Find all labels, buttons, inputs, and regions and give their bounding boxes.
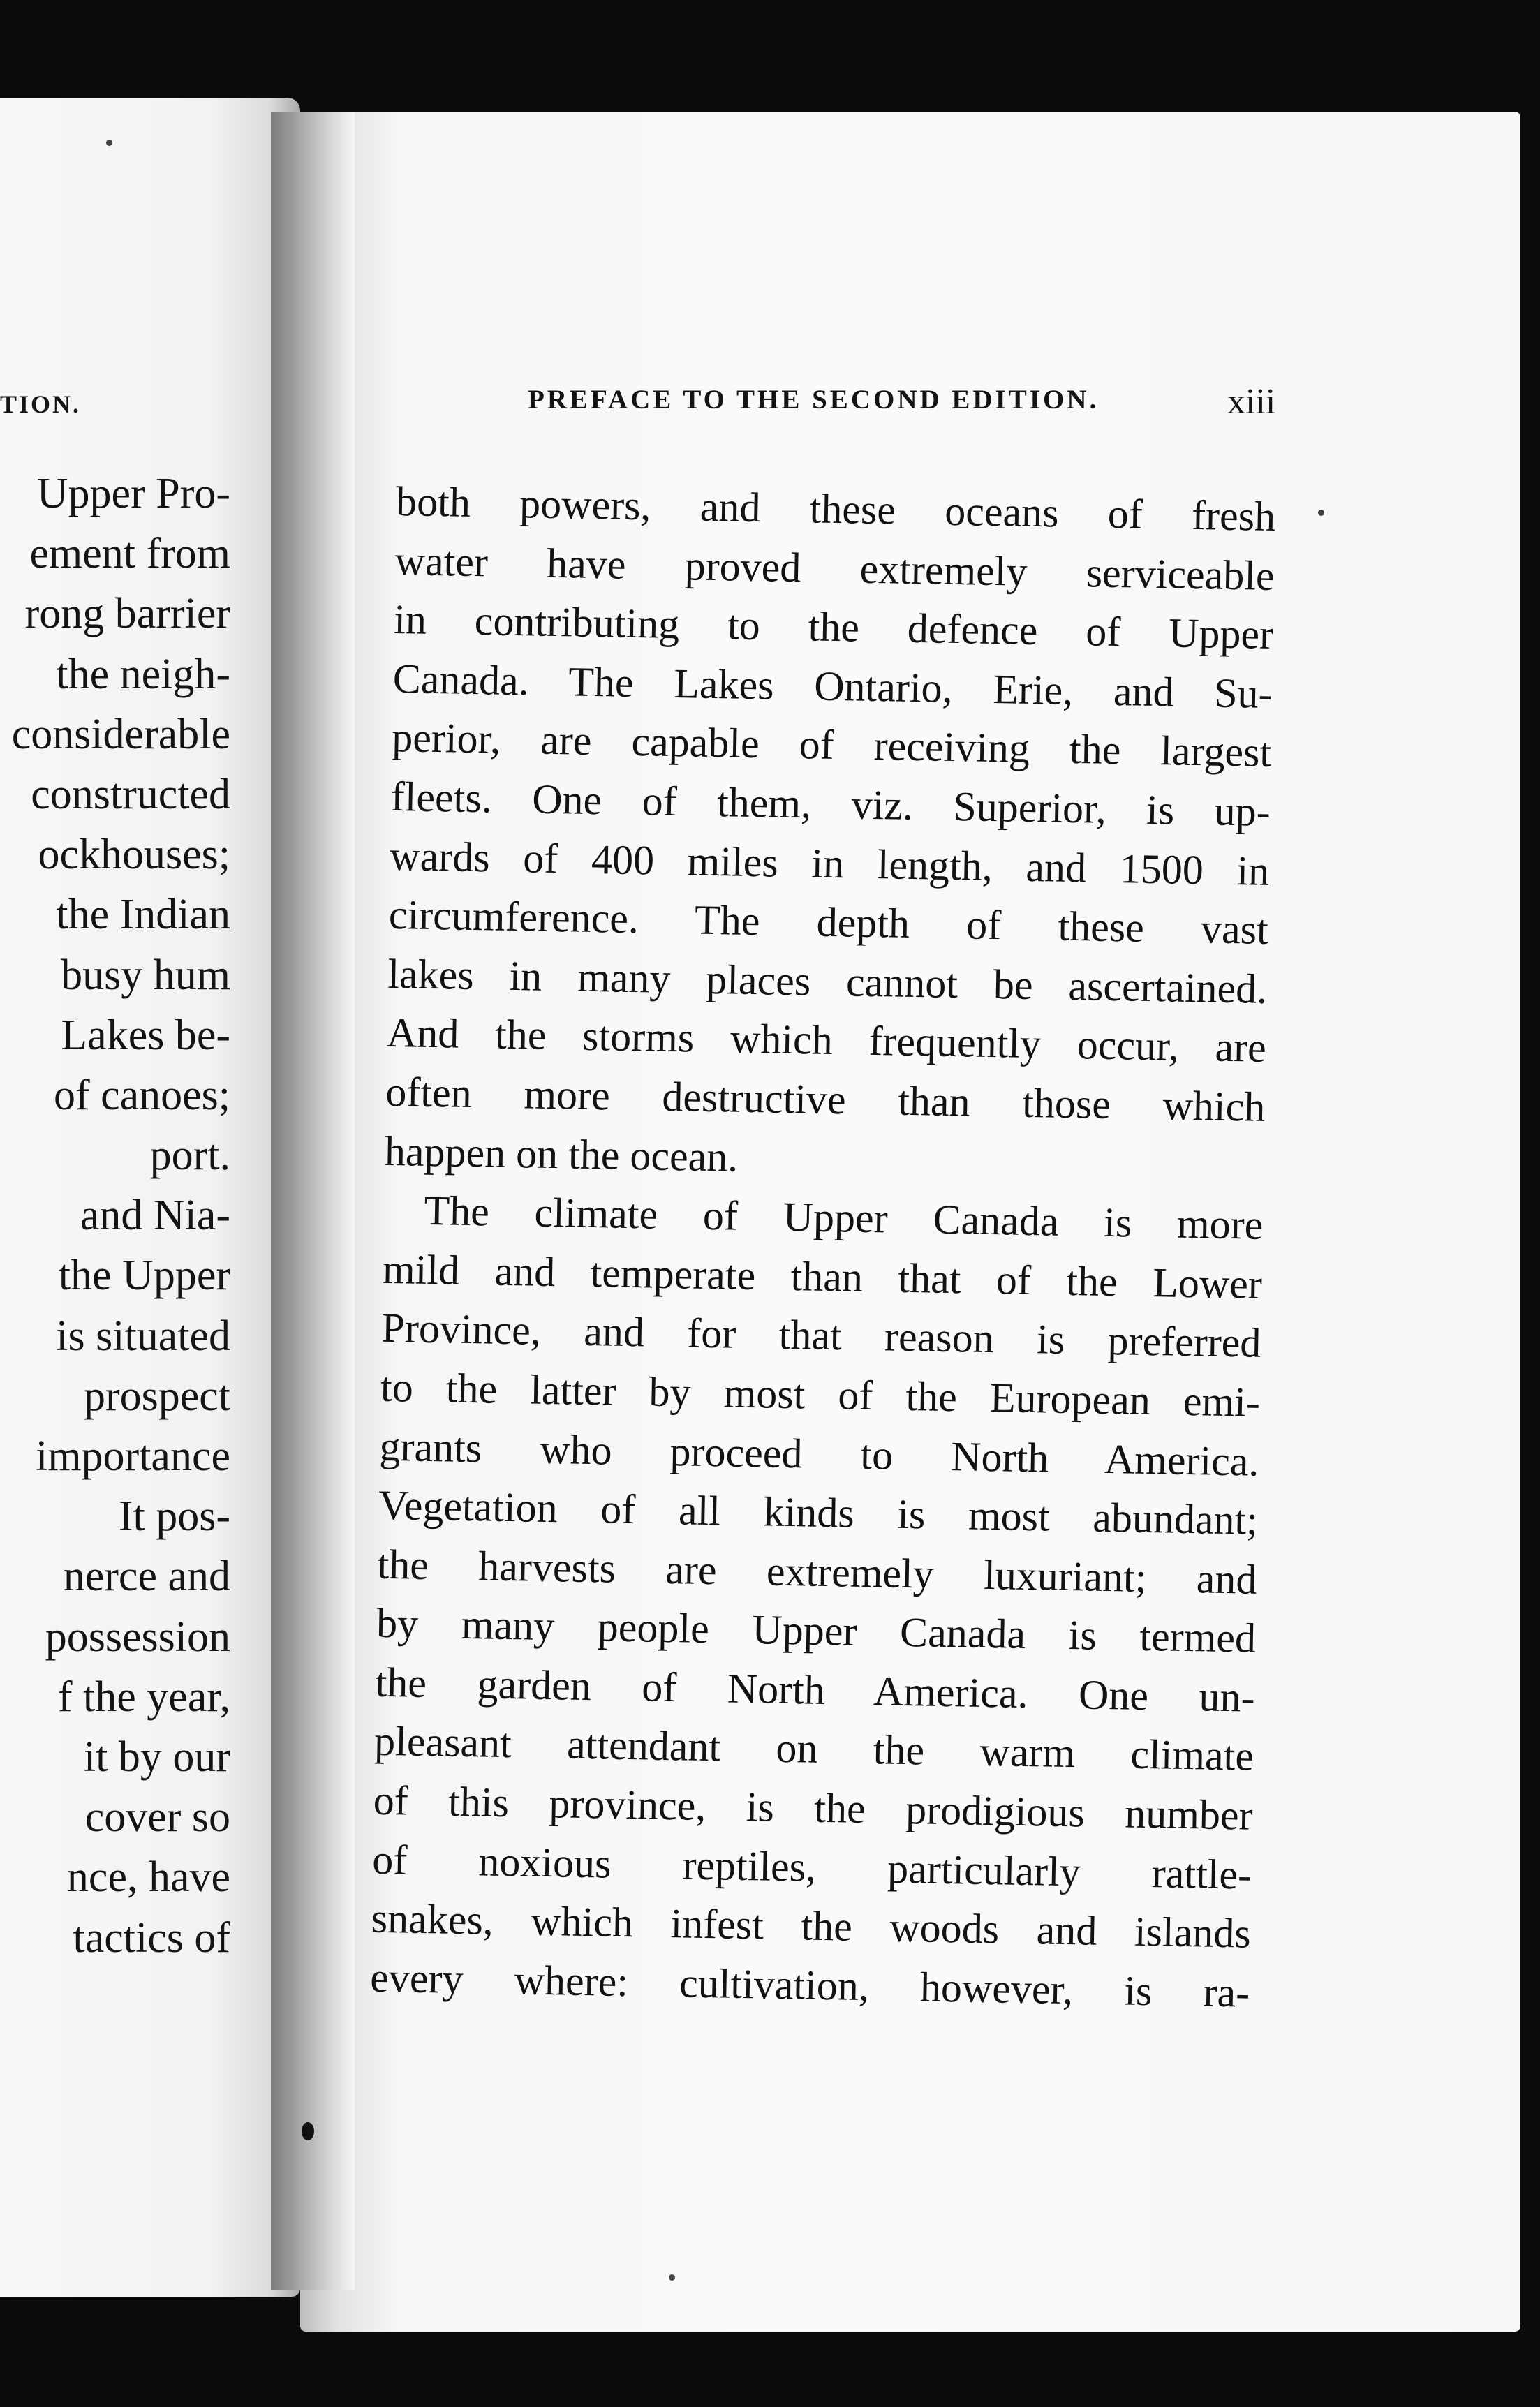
text-line: to the latter by most of the European emi- — [380, 1363, 1261, 1425]
text-line: And the storms which frequently occur, are — [386, 1009, 1267, 1072]
page-body — [370, 472, 1276, 2022]
text-line: of noxious reptiles, particularly rattle- — [371, 1836, 1252, 1898]
left-page-text — [0, 464, 230, 1968]
left-line: it by our — [83, 1733, 230, 1781]
left-page — [0, 98, 300, 2297]
running-head: PREFACE TO THE SECOND EDITION. — [528, 385, 1100, 415]
left-line: possession — [45, 1613, 230, 1661]
text-line: Province, and for that reason is preferred — [381, 1305, 1261, 1367]
left-line: Upper Pro- — [36, 470, 230, 517]
text-line: every where: cultivation, however, is ra- — [369, 1954, 1250, 2016]
left-line: of canoes; — [53, 1071, 230, 1119]
text-line: Vegetation of all kinds is most abundant; — [378, 1481, 1259, 1543]
left-line: the Upper — [58, 1252, 230, 1300]
left-line: nce, have — [66, 1853, 230, 1902]
text-line: in contributing to the defence of Upper — [393, 596, 1274, 658]
text-line: mild and temperate than that of the Lower — [382, 1245, 1263, 1308]
text-line: grants who proceed to North America. — [379, 1423, 1260, 1485]
left-line: rong barrier — [24, 590, 230, 638]
text-line: perior, are capable of receiving the largest — [391, 714, 1272, 776]
book-gutter — [271, 112, 355, 2290]
left-line: port. — [149, 1132, 230, 1180]
left-line: ement from — [29, 530, 230, 578]
paragraph-1 — [384, 472, 1276, 1196]
text-line: Canada. The Lakes Ontario, Erie, and Su- — [392, 655, 1273, 717]
left-line: prospect — [83, 1372, 230, 1420]
left-line: Lakes be- — [61, 1011, 230, 1059]
left-line: and Nia- — [80, 1192, 230, 1240]
text-line: circumference. The depth of these vast — [388, 891, 1269, 954]
text-line: The climate of Upper Canada is more — [423, 1187, 1264, 1248]
left-line: busy hum — [61, 951, 230, 999]
left-line: cover so — [84, 1793, 230, 1842]
left-line: considerable — [11, 710, 230, 758]
ink-speck — [669, 2274, 675, 2281]
left-line: ockhouses; — [38, 831, 230, 879]
left-line: f the year, — [57, 1673, 230, 1721]
text-line: often more destructive than those which — [385, 1068, 1266, 1130]
text-line: water have proved extremely serviceable — [394, 537, 1275, 599]
text-line: lakes in many places cannot be ascertained. — [387, 950, 1268, 1012]
text-line: both powers, and these oceans of fresh — [395, 477, 1276, 540]
page-number: xiii — [1227, 382, 1276, 422]
ink-speck — [106, 140, 112, 146]
left-line: the Indian — [56, 891, 230, 939]
left-line: It pos- — [118, 1493, 230, 1541]
ink-speck — [1318, 510, 1324, 516]
left-line: the neigh- — [56, 650, 230, 698]
left-line: importance — [36, 1432, 230, 1480]
left-line: is situated — [56, 1312, 230, 1360]
text-line: snakes, which infest the woods and islands — [371, 1895, 1252, 1957]
text-line: pleasant attendant on the warm climate — [373, 1718, 1254, 1780]
left-line: tactics of — [73, 1913, 230, 1962]
paragraph-2 — [370, 1180, 1264, 2022]
text-line: the garden of North America. One un- — [375, 1659, 1256, 1721]
ink-blot — [302, 2122, 314, 2140]
left-running-head: TION. — [0, 390, 82, 418]
text-line: happen on the ocean. — [384, 1127, 739, 1180]
text-line: by many people Upper Canada is termed — [376, 1600, 1257, 1662]
text-line: fleets. One of them, viz. Superior, is up- — [390, 773, 1271, 835]
text-line: the harvests are extremely luxuriant; and — [377, 1541, 1258, 1603]
left-line: constructed — [31, 770, 230, 818]
text-line: of this province, is the prodigious number — [373, 1777, 1254, 1839]
text-line: wards of 400 miles in length, and 1500 in — [389, 832, 1270, 894]
left-line: nerce and — [63, 1553, 230, 1601]
